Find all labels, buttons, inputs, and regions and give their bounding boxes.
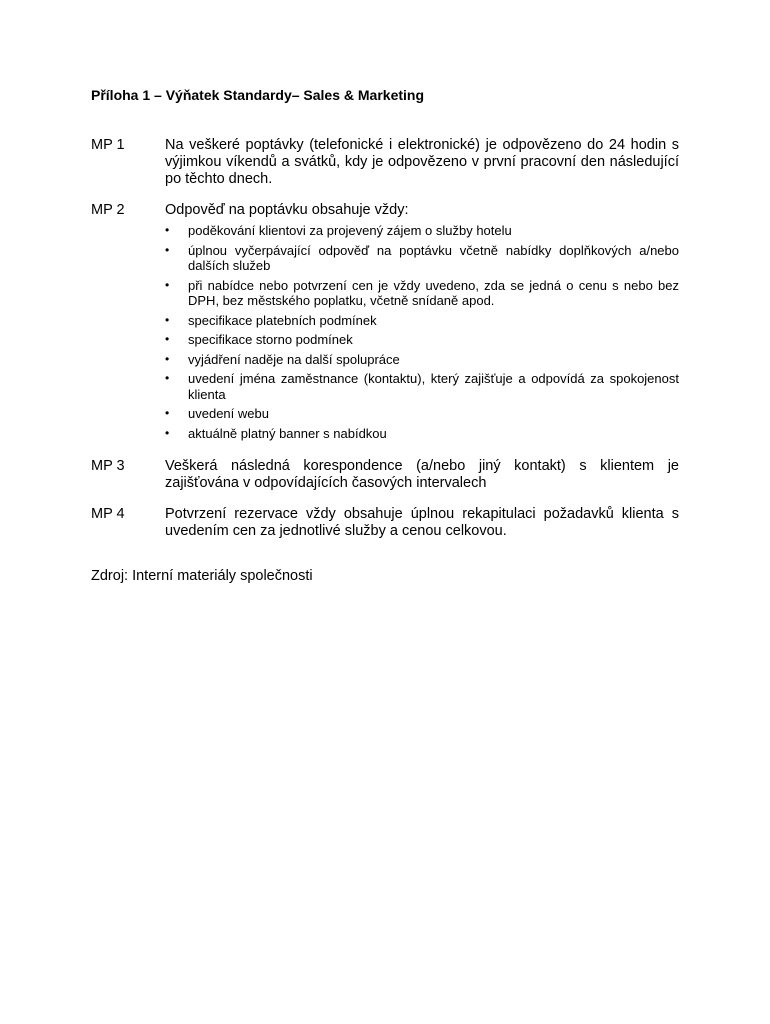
list-item: • aktuálně platný banner s nabídkou — [165, 425, 387, 441]
bullet-icon: • — [165, 242, 170, 257]
standard-item-mp2 — [91, 202, 679, 445]
bullet-icon: • — [165, 406, 170, 420]
bullet-icon: • — [165, 351, 170, 366]
standard-text: Odpověď na poptávku obsahuje vždy: — [165, 202, 409, 218]
bullet-icon: • — [165, 312, 170, 327]
source-note: Zdroj: Interní materiály společnosti — [91, 568, 313, 584]
standard-item-mp4 — [91, 506, 679, 540]
list-item: • uvedení jména zaměstnance (kontaktu), který zajišťuje a odpovídá za spokojenost klienta — [165, 371, 679, 402]
standard-item-mp3 — [91, 458, 679, 492]
bullet-icon: • — [165, 371, 170, 385]
standard-code: MP 2 — [91, 202, 125, 218]
standard-text: Potvrzení rezervace vždy obsahuje úplnou rekapitulaci požadavků klienta s uvedením cen za jednotlivé služby a cenou celkovou. — [165, 506, 679, 539]
standard-text: Na veškeré poptávky (telefonické i elektronické) je odpovězeno do 24 hodin s výjimkou víkendů a svátků, kdy je odpovězeno v první pracovní den následující po těchto dnech. — [165, 137, 679, 187]
list-item: • uvedení webu — [165, 406, 269, 421]
bullet-icon: • — [165, 332, 170, 346]
standard-code: MP 3 — [91, 458, 125, 474]
standard-code: MP 4 — [91, 506, 125, 522]
list-item: • specifikace platebních podmínek — [165, 312, 377, 328]
standard-text: Veškerá následná korespondence (a/nebo jiný kontakt) s klientem je zajišťována v odpovídajících časových intervalech — [165, 458, 679, 491]
list-item: • úplnou vyčerpávající odpověď na poptávku včetně nabídky doplňkových a/nebo dalších služeb — [165, 242, 679, 273]
list-item: • poděkování klientovi za projevený zájem o služby hotelu — [165, 223, 512, 238]
bullet-list — [165, 223, 679, 441]
list-item: • při nabídce nebo potvrzení cen je vždy uvedeno, zda se jedná o cenu s nebo bez DPH, bez městského poplatku, včetně snídaně apod. — [165, 277, 679, 308]
standard-item-mp1 — [91, 137, 679, 188]
bullet-icon: • — [165, 425, 170, 440]
page-title: Příloha 1 – Výňatek Standardy– Sales & Marketing — [91, 87, 425, 103]
bullet-icon: • — [165, 277, 170, 292]
list-item: • specifikace storno podmínek — [165, 332, 353, 347]
list-item: • vyjádření naděje na další spolupráce — [165, 351, 400, 367]
bullet-icon: • — [165, 223, 170, 237]
standard-code: MP 1 — [91, 137, 125, 153]
